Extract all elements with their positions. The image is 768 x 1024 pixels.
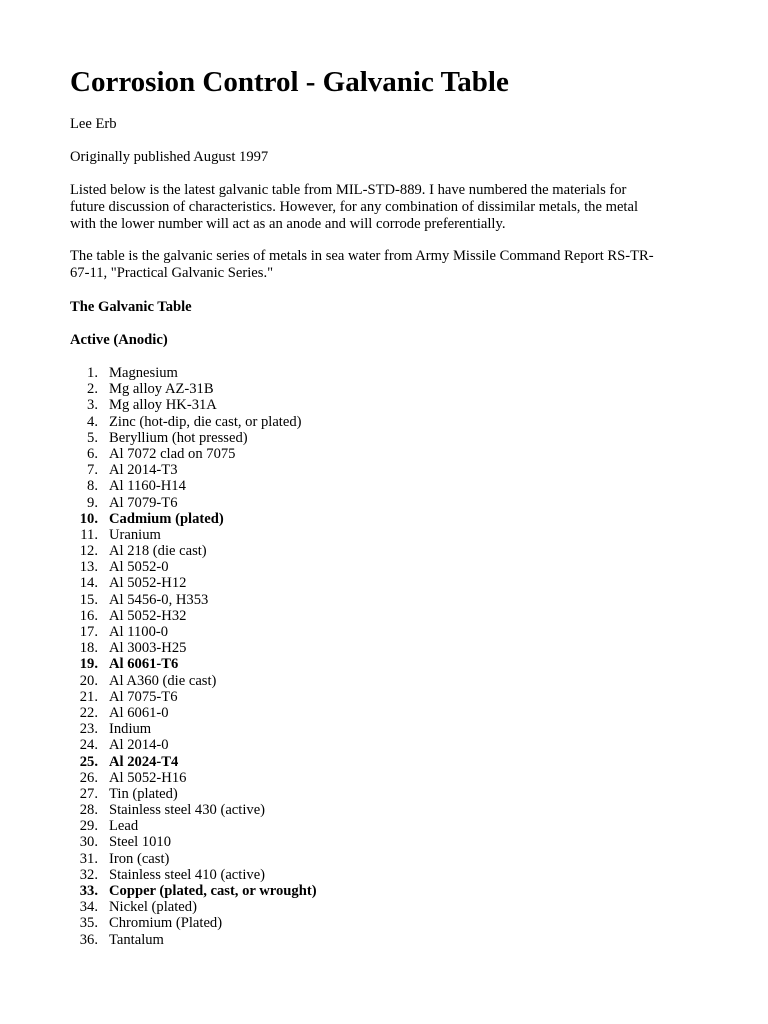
list-item-number: 4. (87, 413, 98, 430)
list-item-text: Iron (cast) (109, 850, 170, 867)
list-item-text: Al 218 (die cast) (109, 543, 207, 560)
list-item-text: Al 2024-T4 (109, 753, 179, 770)
list-item-number: 5. (87, 429, 98, 446)
list-item-text: Beryllium (hot pressed) (109, 429, 248, 446)
list-item-number: 3. (87, 397, 98, 414)
list-item-text: Al 1160-H14 (109, 478, 186, 495)
list-item-text: Al 6061-0 (109, 704, 169, 721)
list-item-number: 35. (79, 915, 98, 932)
intro-line: future discussion of characteristics. However, for any combination of dissimilar metals, the metal (70, 199, 639, 215)
list-item-number: 25. (79, 753, 98, 770)
list-item-text: Al 5052-0 (109, 559, 169, 576)
list-item-text: Chromium (Plated) (109, 915, 223, 932)
list-item-text: Uranium (109, 526, 161, 543)
list-item-number: 18. (79, 640, 98, 657)
list-item-text: Al 7079-T6 (109, 494, 178, 511)
list-item-text: Al 7075-T6 (109, 688, 178, 705)
list-item-number: 17. (79, 624, 98, 640)
list-item-number: 21. (79, 688, 98, 705)
list-item-number: 20. (79, 672, 98, 689)
list-item-number: 33. (79, 883, 98, 899)
list-item-text: Al 1100-0 (109, 624, 169, 640)
list-item-number: 22. (79, 704, 98, 721)
list-item-number: 13. (79, 559, 98, 576)
list-item-text: Tin (plated) (109, 785, 178, 802)
section-heading: The Galvanic Table (70, 299, 192, 315)
list-item-text: Al 3003-H25 (109, 640, 187, 657)
list-item-text: Al 5052-H32 (109, 607, 187, 624)
list-item-number: 1. (87, 365, 98, 381)
list-item-text: Al 7072 clad on 7075 (109, 445, 236, 462)
source-line: The table is the galvanic series of metals in sea water from Army Missile Command Report RS-TR- (70, 248, 654, 264)
list-item-text: Al 2014-0 (109, 737, 169, 754)
list-item-number: 26. (79, 769, 98, 786)
list-item-number: 27. (79, 785, 98, 802)
list-item-number: 36. (79, 931, 98, 948)
list-item-text: Mg alloy HK-31A (109, 397, 217, 414)
list-item-text: Mg alloy AZ-31B (109, 381, 214, 398)
list-item-text: Stainless steel 410 (active) (109, 866, 266, 883)
list-item-text: Al 6061-T6 (109, 656, 179, 673)
list-item-number: 23. (79, 721, 98, 738)
publication-date: Originally published August 1997 (70, 149, 269, 165)
list-item-text: Tantalum (109, 931, 164, 948)
list-item-text: Cadmium (plated) (109, 510, 224, 527)
list-item-number: 6. (87, 445, 98, 462)
intro-line: with the lower number will act as an anode and will corrode preferentially. (70, 216, 506, 232)
list-item-text: Al 5456-0, H353 (109, 591, 209, 608)
list-item-number: 10. (79, 510, 98, 527)
list-item-number: 32. (79, 866, 98, 883)
list-item-number: 24. (79, 737, 98, 754)
list-item-number: 2. (87, 381, 98, 398)
list-item-text: Copper (plated, cast, or wrought) (109, 883, 317, 899)
list-item-number: 29. (79, 818, 98, 835)
list-item-number: 8. (87, 478, 98, 495)
list-item-text: Al 2014-T3 (109, 462, 178, 479)
list-item-number: 7. (87, 462, 98, 479)
list-item-text: Al A360 (die cast) (109, 672, 217, 689)
list-item-text: Zinc (hot-dip, die cast, or plated) (109, 413, 302, 430)
list-item-text: Steel 1010 (109, 834, 172, 851)
list-item-number: 16. (79, 607, 98, 624)
list-item-number: 30. (79, 834, 98, 851)
source-paragraph (70, 248, 710, 282)
subsection-heading: Active (Anodic) (70, 332, 168, 348)
list-item-number: 12. (79, 543, 98, 560)
list-item-text: Al 5052-H16 (109, 769, 187, 786)
list-item-text: Nickel (plated) (109, 899, 197, 916)
author-line: Lee Erb (70, 116, 117, 132)
list-item-number: 31. (79, 850, 98, 867)
list-item-number: 15. (79, 591, 98, 608)
list-item-text: Indium (109, 721, 152, 738)
intro-paragraph (70, 182, 710, 233)
list-item-number: 19. (79, 656, 98, 673)
page-title: Corrosion Control - Galvanic Table (70, 66, 509, 98)
intro-line: Listed below is the latest galvanic table from MIL-STD-889. I have numbered the materials for (70, 182, 627, 198)
list-item-number: 14. (79, 575, 98, 592)
list-item-number: 11. (80, 526, 98, 543)
list-item-number: 9. (87, 494, 98, 511)
list-item-text: Stainless steel 430 (active) (109, 802, 266, 819)
source-line: 67-11, "Practical Galvanic Series." (70, 265, 274, 281)
list-item-text: Magnesium (109, 365, 178, 381)
list-item-number: 34. (79, 899, 98, 916)
list-item-text: Al 5052-H12 (109, 575, 187, 592)
list-item-number: 28. (79, 802, 98, 819)
list-item-text: Lead (109, 818, 139, 835)
